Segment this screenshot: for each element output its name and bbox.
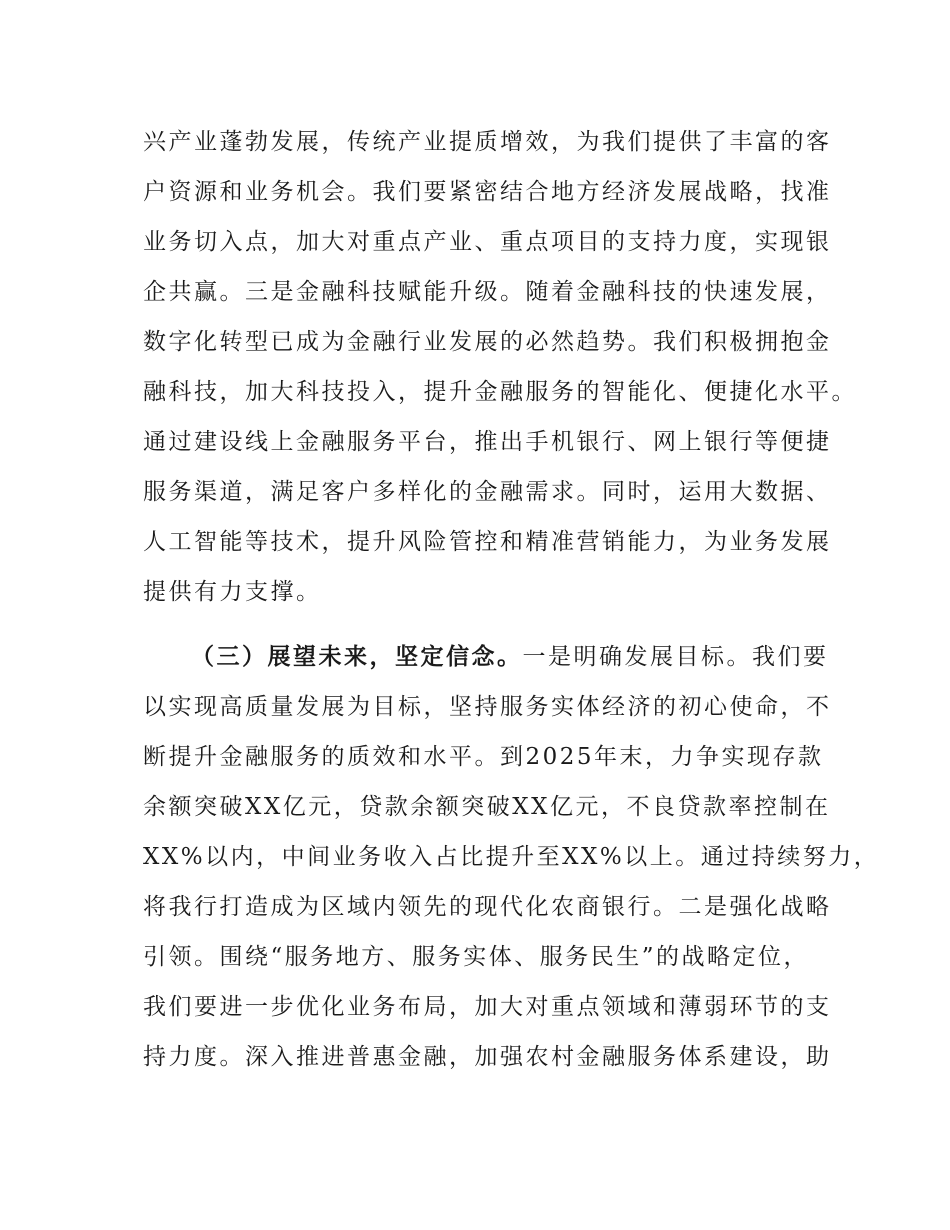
paragraph-2-line: XX%以内，中间业务收入占比提升至XX%以上。通过持续努力， bbox=[143, 844, 880, 870]
paragraph-1-line: 人工智能等技术，提升风险管控和精准营销能力，为业务发展 bbox=[143, 529, 832, 555]
section-heading: （三）展望未来，坚定信念。 bbox=[191, 643, 523, 670]
paragraph-1-line: 数字化转型已成为金融行业发展的必然趋势。我们积极拥抱金 bbox=[143, 329, 832, 355]
paragraph-1-line: 融科技，加大科技投入，提升金融服务的智能化、便捷化水平。 bbox=[143, 379, 857, 405]
paragraph-1-line: 服务渠道，满足客户多样化的金融需求。同时，运用大数据、 bbox=[143, 479, 832, 505]
paragraph-2-line: 持力度。深入推进普惠金融，加强农村金融服务体系建设，助 bbox=[143, 1044, 832, 1070]
paragraph-1-line: 户资源和业务机会。我们要紧密结合地方经济发展战略，找准 bbox=[143, 179, 832, 205]
paragraph-1-line: 兴产业蓬勃发展，传统产业提质增效，为我们提供了丰富的客 bbox=[143, 129, 832, 155]
paragraph-2-line: 我们要进一步优化业务布局，加大对重点领域和薄弱环节的支 bbox=[143, 994, 832, 1020]
paragraph-1-line: 企共赢。三是金融科技赋能升级。随着金融科技的快速发展， bbox=[143, 279, 832, 305]
paragraph-2-line: 余额突破XX亿元，贷款余额突破XX亿元，不良贷款率控制在 bbox=[143, 794, 831, 820]
paragraph-1-line: 提供有力支撑。 bbox=[143, 579, 322, 605]
paragraph-2-line: 将我行打造成为区域内领先的现代化农商银行。二是强化战略 bbox=[143, 894, 832, 920]
paragraph-1-line: 业务切入点，加大对重点产业、重点项目的支持力度，实现银 bbox=[143, 229, 832, 255]
paragraph-1-line: 通过建设线上金融服务平台，推出手机银行、网上银行等便捷 bbox=[143, 429, 832, 455]
paragraph-2-line: 以实现高质量发展为目标，坚持服务实体经济的初心使命，不 bbox=[143, 694, 832, 720]
paragraph-2-line: 引领。围绕“服务地方、服务实体、服务民生”的战略定位， bbox=[143, 944, 810, 970]
paragraph-2-first-line-text: 一是明确发展目标。我们要 bbox=[522, 644, 829, 670]
paragraph-2-line: 断提升金融服务的质效和水平。到2025年末，力争实现存款 bbox=[143, 744, 824, 770]
paragraph-2-first-line bbox=[191, 642, 829, 672]
